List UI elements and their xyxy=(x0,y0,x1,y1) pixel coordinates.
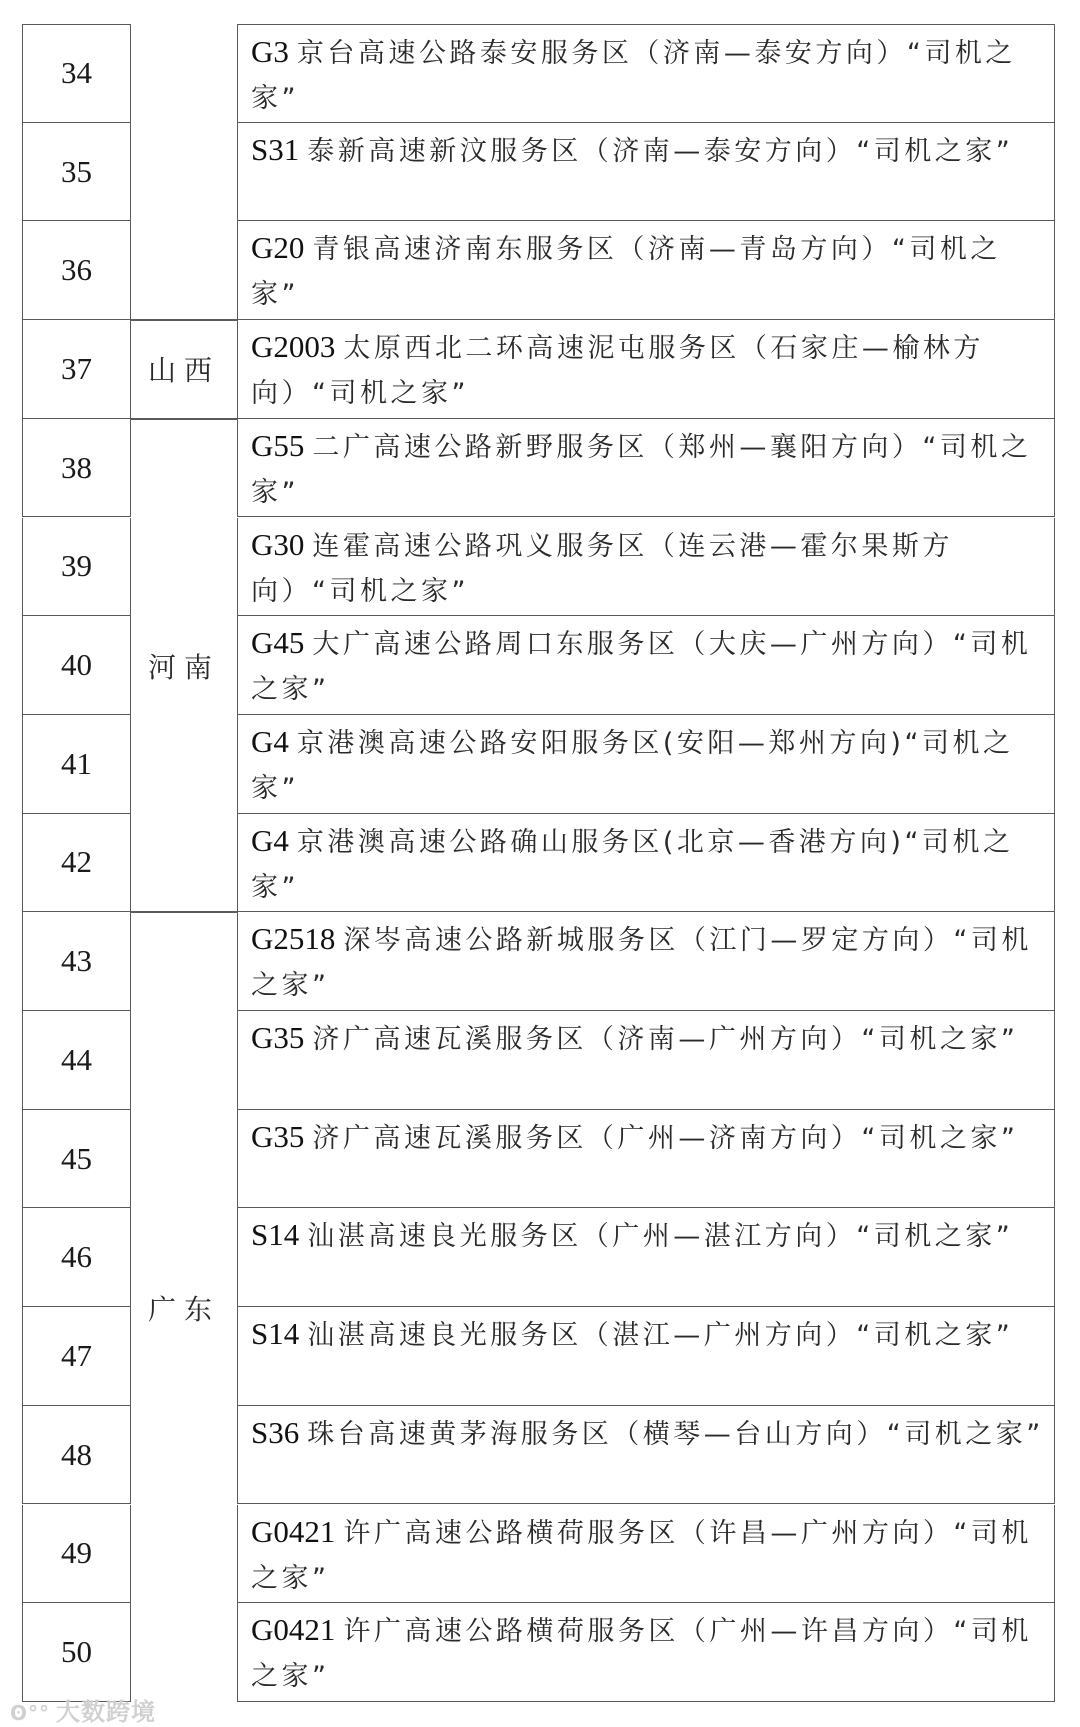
row-number: 43 xyxy=(22,912,131,1011)
service-area-name: 深岑高速公路新城服务区（江门—罗定方向）“司机之家” xyxy=(251,925,1032,1002)
highway-code: G35 xyxy=(251,1020,305,1055)
row-number: 49 xyxy=(22,1505,131,1604)
service-area-cell xyxy=(237,814,1055,913)
row-number: 41 xyxy=(22,715,131,814)
service-area-name: 汕湛高速良光服务区（广州—湛江方向）“司机之家” xyxy=(307,1221,1014,1253)
service-area-cell xyxy=(237,616,1055,715)
service-area-cell xyxy=(237,1603,1055,1702)
highway-code: G55 xyxy=(251,427,305,463)
row-number: 40 xyxy=(22,616,131,715)
service-area-cell xyxy=(237,1011,1055,1110)
service-area-cell xyxy=(237,1208,1055,1307)
service-area-cell xyxy=(237,221,1055,320)
service-area-name: 济广高速瓦溪服务区（济南—广州方向）“司机之家” xyxy=(312,1024,1019,1055)
row-number: 47 xyxy=(22,1307,131,1406)
highway-code: G2003 xyxy=(251,329,336,365)
highway-code: G30 xyxy=(251,526,305,562)
service-area-name: 太原西北二环高速泥屯服务区（石家庄—榆林方向）“司机之家” xyxy=(251,333,984,410)
watermark xyxy=(10,1692,156,1727)
highway-code: S14 xyxy=(251,1316,300,1352)
row-number: 39 xyxy=(22,518,131,617)
province-cell: 河南 xyxy=(131,419,237,913)
service-area-cell xyxy=(237,123,1055,222)
row-number: 50 xyxy=(22,1603,131,1702)
service-area-table xyxy=(22,24,1055,1702)
service-area-name: 济广高速瓦溪服务区（广州—济南方向）“司机之家” xyxy=(312,1122,1019,1154)
highway-code: S14 xyxy=(251,1217,300,1253)
service-area-cell xyxy=(237,715,1055,814)
service-area-name: 许广高速公路横荷服务区（许昌—广州方向）“司机之家” xyxy=(251,1517,1032,1594)
service-area-cell xyxy=(237,419,1055,518)
service-area-cell xyxy=(237,24,1055,123)
row-number: 37 xyxy=(22,320,131,419)
highway-code: G35 xyxy=(251,1118,305,1154)
service-area-name: 京台高速公路泰安服务区（济南—泰安方向）“司机之家” xyxy=(251,38,1016,114)
service-area-cell xyxy=(237,1505,1055,1604)
service-area-name: 许广高速公路横荷服务区（广州—许昌方向）“司机之家” xyxy=(251,1616,1032,1693)
service-area-cell xyxy=(237,912,1055,1011)
highway-code: G3 xyxy=(251,34,289,69)
service-area-cell xyxy=(237,1307,1055,1406)
service-area-cell xyxy=(237,1110,1055,1209)
row-number: 45 xyxy=(22,1110,131,1209)
province-cell: 广东 xyxy=(131,912,237,1702)
watermark-text: 大数跨境 xyxy=(56,1698,157,1726)
row-number: 34 xyxy=(22,24,131,123)
service-area-name: 泰新高速新汶服务区（济南—泰安方向）“司机之家” xyxy=(307,135,1014,167)
service-area-name: 大广高速公路周口东服务区（大庆—广州方向）“司机之家” xyxy=(251,629,1032,706)
highway-code: G4 xyxy=(251,723,289,759)
service-area-name: 青银高速济南东服务区（济南—青岛方向）“司机之家” xyxy=(251,234,1001,311)
service-area-name: 汕湛高速良光服务区（湛江—广州方向）“司机之家” xyxy=(307,1320,1014,1352)
row-number: 48 xyxy=(22,1406,131,1505)
row-number: 46 xyxy=(22,1208,131,1307)
province-cell: 山西 xyxy=(131,320,237,419)
watermark-logo-icon: ʘ°° xyxy=(10,1701,51,1725)
highway-code: G4 xyxy=(251,822,289,858)
service-area-name: 京港澳高速公路确山服务区(北京—香港方向)“司机之家” xyxy=(251,826,1014,903)
service-area-cell xyxy=(237,518,1055,617)
service-area-cell xyxy=(237,1406,1055,1505)
highway-code: G0421 xyxy=(251,1612,336,1648)
service-area-cell xyxy=(237,320,1055,419)
row-number: 42 xyxy=(22,814,131,913)
service-area-name: 二广高速公路新野服务区（郑州—襄阳方向）“司机之家” xyxy=(251,431,1032,508)
province-cell xyxy=(131,24,237,320)
highway-code: G0421 xyxy=(251,1513,336,1549)
highway-code: G2518 xyxy=(251,921,336,957)
row-number: 35 xyxy=(22,123,131,222)
highway-code: S31 xyxy=(251,131,300,167)
highway-code: G20 xyxy=(251,230,305,266)
row-number: 38 xyxy=(22,419,131,518)
highway-code: G45 xyxy=(251,625,305,661)
service-area-name: 京港澳高速公路安阳服务区(安阳—郑州方向)“司机之家” xyxy=(251,727,1014,804)
service-area-name: 连霍高速公路巩义服务区（连云港—霍尔果斯方向）“司机之家” xyxy=(251,530,953,607)
service-area-name: 珠台高速黄茅海服务区（横琴—台山方向）“司机之家” xyxy=(307,1418,1044,1450)
highway-code: S36 xyxy=(251,1414,300,1450)
row-number: 44 xyxy=(22,1011,131,1110)
row-number: 36 xyxy=(22,221,131,320)
